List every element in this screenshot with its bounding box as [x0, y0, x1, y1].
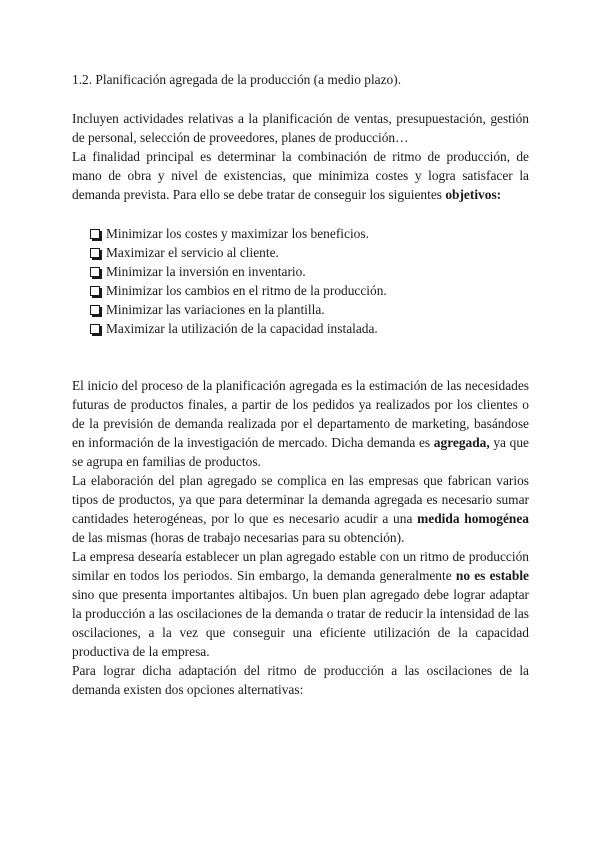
list-item: Minimizar los costes y maximizar los beneficios.: [90, 224, 529, 243]
checkbox-bullet-icon: [90, 324, 100, 334]
paragraph-1: Incluyen actividades relativas a la planificación de ventas, presupuestación, gestión de personal, selección de proveedores, planes de producción…: [72, 111, 529, 145]
objectives-list: [72, 224, 529, 338]
paragraph-4: La elaboración del plan agregado se complica en las empresas que fabrican varios tipos de productos, ya que para determinar la demanda agregada es necesario sumar cantidades heterogéneas, por lo que es necesario acudir a una medida homogénea de las mismas (horas de trabajo necesarias para su obtención).: [72, 473, 529, 545]
page-content: [72, 70, 529, 699]
paragraph-2: La finalidad principal es determinar la combinación de ritmo de producción, de mano de obra y nivel de existencias, que minimiza costes y logra satisfacer la demanda prevista. Para ello se debe tratar de conseguir los siguientes objetivos:: [72, 149, 529, 202]
checkbox-bullet-icon: [90, 248, 100, 258]
checkbox-bullet-icon: [90, 267, 100, 277]
checkbox-bullet-icon: [90, 229, 100, 239]
list-item: Minimizar las variaciones en la plantilla.: [90, 300, 529, 319]
paragraph-6: Para lograr dicha adaptación del ritmo de producción a las oscilaciones de la demanda existen dos opciones alternativas:: [72, 663, 529, 697]
checkbox-bullet-icon: [90, 286, 100, 296]
list-item: Minimizar la inversión en inventario.: [90, 262, 529, 281]
list-item: Maximizar el servicio al cliente.: [90, 243, 529, 262]
list-item: Maximizar la utilización de la capacidad instalada.: [90, 319, 529, 338]
spacer: [72, 338, 529, 357]
list-item: Minimizar los cambios en el ritmo de la producción.: [90, 281, 529, 300]
paragraph-3: El inicio del proceso de la planificación agregada es la estimación de las necesidades futuras de productos finales, a partir de los pedidos ya realizados por los clientes o de la previsión de demanda realizada por el departamento de marketing, basándose en información de la investigación de mercado. Dicha demanda es agregada, ya que se agrupa en familias de productos.: [72, 378, 529, 469]
paragraph-5: La empresa desearía establecer un plan agregado estable con un ritmo de producción similar en todos los periodos. Sin embargo, la demanda generalmente no es estable sino que presenta importantes altibajos. Un buen plan agregado debe lograr adaptar la producción a las oscilaciones de la demanda o tratar de reducir la intensidad de las oscilaciones, a la vez que conseguir una eficiente utilización de la capacidad productiva de la empresa.: [72, 549, 529, 659]
spacer: [72, 357, 529, 376]
section-heading: 1.2. Planificación agregada de la producción (a medio plazo).: [72, 72, 402, 87]
checkbox-bullet-icon: [90, 305, 100, 315]
